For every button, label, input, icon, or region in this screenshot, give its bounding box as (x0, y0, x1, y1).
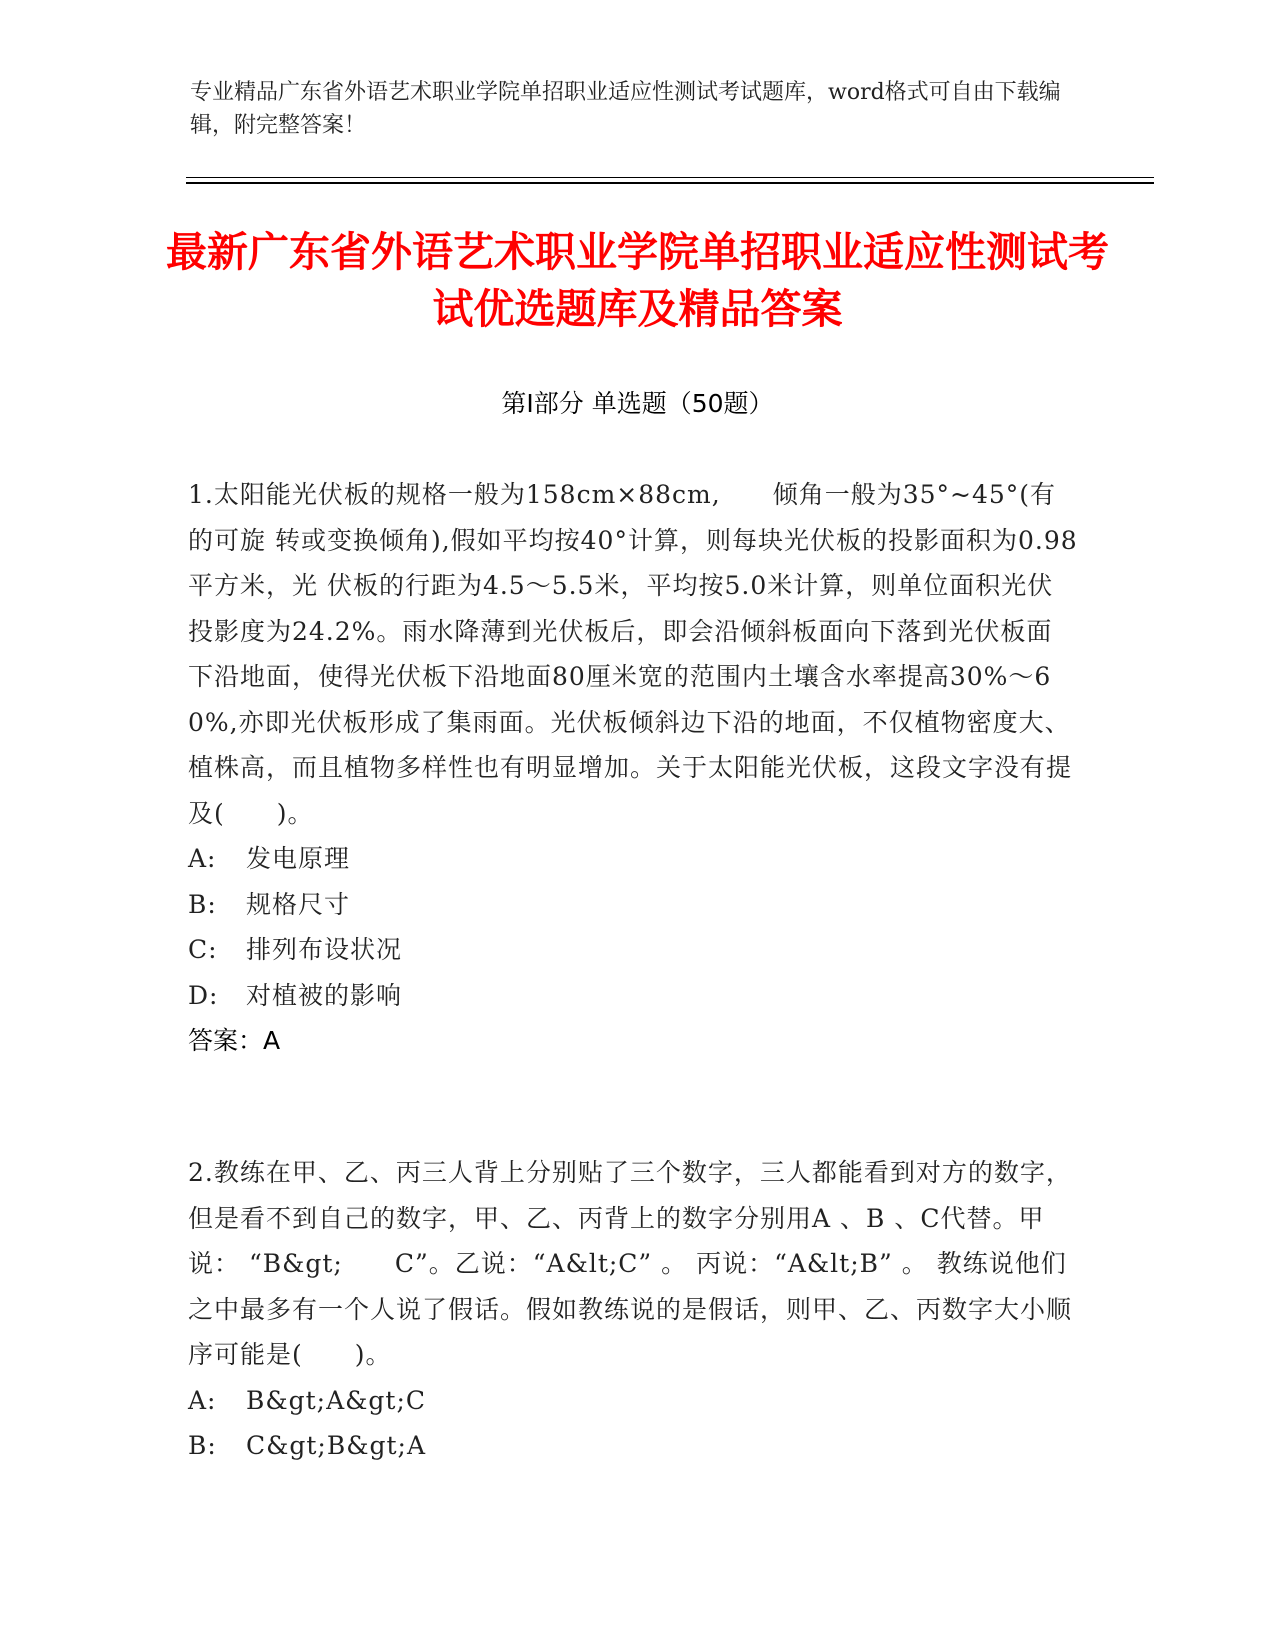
option-text: 发电原理 (246, 844, 351, 873)
section-title: 第Ⅰ部分 单选题（50题） (501, 389, 774, 418)
option-list (188, 1378, 1078, 1469)
question-stem: 2.教练在甲、乙、丙三人背上分别贴了三个数字，三人都能看到对方的数字， 但是看不到自己的数字，甲、乙、丙背上的数字分别用A 、B 、C代替。甲说： “B&gt; C”。乙说：“A&lt;C” 。 丙说：“A&lt;B” 。 教练说他们之中最多有一个人说了假话。假如教练说的是假话，则甲、乙、丙数字大小顺序可能是( )。 (188, 1158, 1073, 1369)
option-text: C&gt;B&gt;A (246, 1431, 427, 1460)
option-key: B: (188, 889, 217, 919)
option-list (188, 836, 1078, 1018)
question-1 (188, 472, 1078, 1064)
option-key: A: (188, 844, 217, 873)
header-divider-thick (186, 182, 1154, 184)
header-note: 专业精品广东省外语艺术职业学院单招职业适应性测试考试题库，word格式可自由下载编辑，附完整答案！ (190, 80, 1061, 138)
document-title: 最新广东省外语艺术职业学院单招职业适应性测试考试优选题库及精品答案 (166, 228, 1109, 333)
option-a (188, 836, 1078, 882)
option-text: 规格尺寸 (246, 889, 351, 919)
option-b (188, 882, 1078, 928)
option-key: C: (188, 935, 218, 964)
header-divider-thin (186, 177, 1154, 178)
option-key: B: (188, 1431, 217, 1460)
option-b (188, 1423, 1078, 1469)
option-text: 对植被的影响 (246, 980, 403, 1010)
option-c (188, 927, 1078, 973)
option-text: B&gt;A&gt;C (246, 1385, 427, 1415)
option-text: 排列布设状况 (246, 935, 403, 964)
option-a (188, 1378, 1078, 1424)
question-2 (188, 1150, 1078, 1469)
option-key: D: (188, 980, 219, 1010)
answer-line: 答案：A (188, 1026, 281, 1055)
option-key: A: (188, 1385, 217, 1415)
question-stem: 1.太阳能光伏板的规格一般为158cm×88cm, 倾角一般为35°~45°(有的可旋 转或变换倾角),假如平均按40°计算，则每块光伏板的投影面积为0.98平方米，光 伏板的行距为4.5～5.5米，平均按5.0米计算，则单位面积光伏投影度为24.2%。雨水降薄到光伏板后，即会沿倾斜板面向下落到光伏板面下沿地面，使得光伏板下沿地面80厘米宽的范围内土壤含水率提高30%～60%,亦即光伏板形成了集雨面。光伏板倾斜边下沿的地面，不仅植物密度大、植株高，而且植物多样性也有明显增加。关于太阳能光伏板，这段文字没有提及( )。 (188, 480, 1078, 828)
option-d (188, 973, 1078, 1019)
